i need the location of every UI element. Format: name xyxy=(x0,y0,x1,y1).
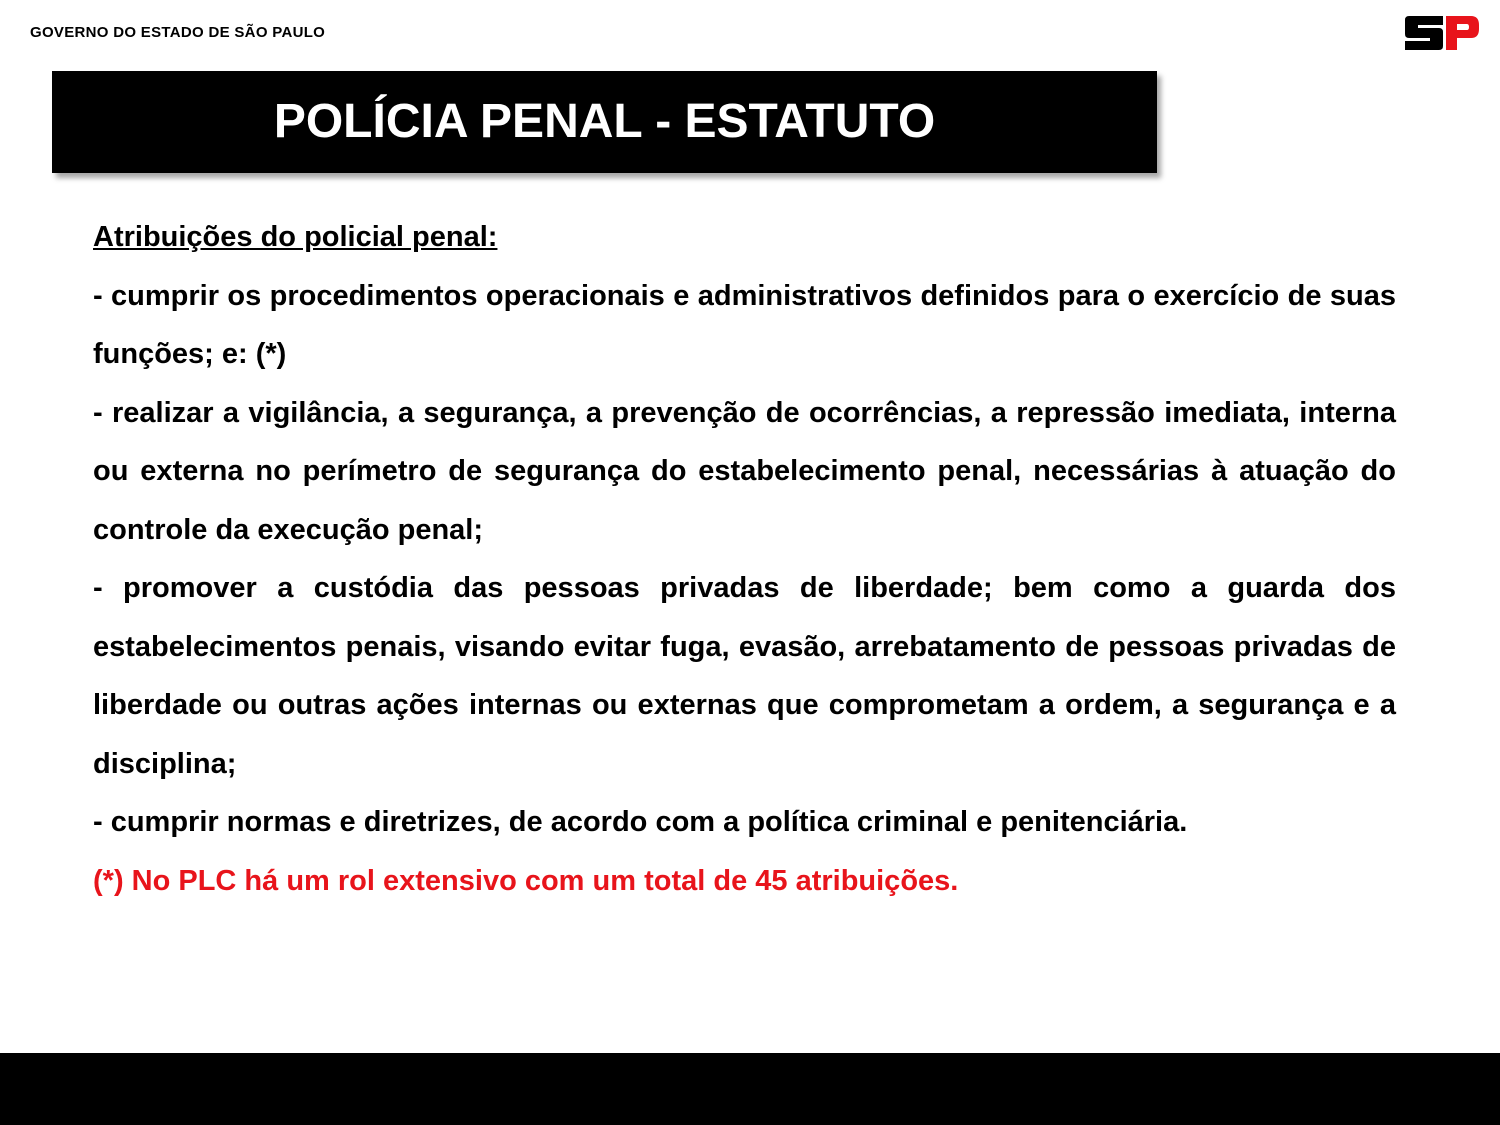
sp-logo xyxy=(1405,16,1479,50)
footnote: (*) No PLC há um rol extensivo com um total de 45 atribuições. xyxy=(93,864,959,897)
organization-name: GOVERNO DO ESTADO DE SÃO PAULO xyxy=(30,24,326,41)
content-item: - cumprir os procedimentos operacionais e administrativos definidos para o exercício de suas funções; e: (*) xyxy=(93,279,1396,370)
footer-bar xyxy=(0,1053,1500,1125)
content-item: - realizar a vigilância, a segurança, a prevenção de ocorrências, a repressão imediata, interna ou externa no perímetro de segurança do estabelecimento penal, necessárias à atuação do controle da execução penal; xyxy=(93,396,1396,546)
content-body xyxy=(93,208,1396,910)
content-heading: Atribuições do policial penal: xyxy=(93,221,498,253)
title-bar xyxy=(52,71,1157,173)
page-title: POLÍCIA PENAL - ESTATUTO xyxy=(273,95,936,148)
content-item: - promover a custódia das pessoas privadas de liberdade; bem como a guarda dos estabelecimentos penais, visando evitar fuga, evasão, arrebatamento de pessoas privadas de liberdade ou outras ações internas ou externas que comprometam a ordem, a segurança e a disciplina; xyxy=(93,572,1396,780)
content-item: - cumprir normas e diretrizes, de acordo com a política criminal e penitenciária. xyxy=(93,806,1188,838)
